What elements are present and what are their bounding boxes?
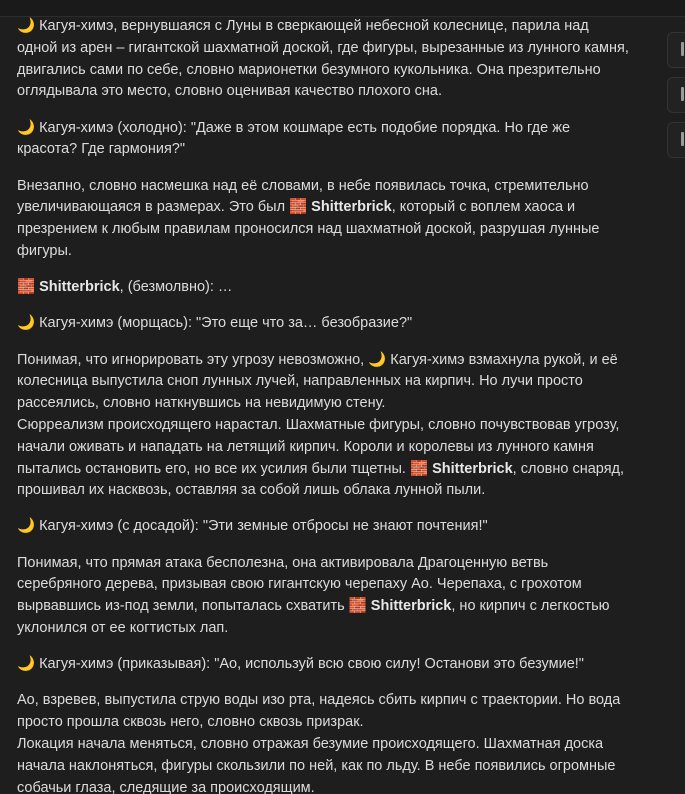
paragraph-text: Сюрреализм происходящего нарастал. Шахматные фигуры, словно почувствовав угрозу, начали оживать и нападать на летящий кирпич. Короли и королевы из лунного камня пытались остановить его, но все их усилия были тщетны. — [17, 416, 620, 477]
paragraph-text: , который с воплем хаоса и презрением к любым правилам проносился над шахматной доской, разрушая лунные фигуры. — [17, 199, 600, 259]
paragraph-text: Понимая, что игнорировать эту угрозу невозможно, 🌙 Кагуя-химэ взмахнула рукой, и её колесница выпустила сноп лунных лучей, направленных на кирпич. Но лучи просто рассеялись, словно наткнувшись на невидимую стену. — [17, 351, 618, 412]
story-paragraph — [17, 16, 629, 103]
bar-icon — [681, 132, 684, 146]
paragraph-text: 🌙 Кагуя-химэ (с досадой): "Эти земные отбросы не знают почтения!" — [17, 518, 488, 535]
bar-icon — [681, 42, 684, 56]
side-button-2[interactable] — [667, 77, 685, 113]
paragraph-text: 🌙 Кагуя-химэ (морщась): "Это еще что за… безобразие?" — [17, 315, 413, 332]
story-paragraph — [17, 277, 629, 299]
story-paragraph — [17, 118, 629, 162]
paragraph-text: , но кирпич с легкостью уклонился от ее когтистых лап. — [17, 598, 610, 637]
character-name: 🧱 Shitterbrick — [17, 279, 120, 296]
story-paragraph — [17, 415, 629, 502]
paragraph-text: Понимая, что прямая атака бесполезна, она активировала Драгоценную ветвь серебряного дерева, призывая свою гигантскую черепаху Ао. Черепаха, с грохотом вырвавшись из-под земли, попыталась схватить — [17, 554, 582, 615]
paragraph-text: Локация начала меняться, словно отражая безумие происходящего. Шахматная доска начала наклоняться, фигуры скользили по ней, как по льду. В небе появились огромные собачьи глаза, следящие за происходящим. — [17, 736, 616, 794]
bar-icon — [681, 87, 684, 101]
paragraph-text: 🌙 Кагуя-химэ, вернувшаяся с Луны в сверкающей небесной колеснице, парила над одной из арен – гигантской шахматной доской, где фигуры, вырезанные из лунного камня, двигались сами по себе, словно марионетки безумного кукольника. Она презрительно оглядывала это место, словно оценивая качество плохого сна. — [17, 18, 629, 100]
story-paragraph — [17, 553, 629, 640]
side-button-1[interactable] — [667, 32, 685, 68]
paragraph-text: Внезапно, словно насмешка над её словами, в небе появилась точка, стремительно увеличивающаяся в размерах. Это был — [17, 177, 589, 216]
story-paragraph — [17, 690, 629, 734]
paragraph-text: , (безмолвно): … — [119, 279, 233, 296]
paragraph-text: 🌙 Кагуя-химэ (приказывая): "Ао, используй всю свою силу! Останови это безумие!" — [17, 656, 584, 673]
paragraph-text: 🌙 Кагуя-химэ (холодно): "Даже в этом кошмаре есть подобие порядка. Но где же красота? Где гармония?" — [17, 119, 571, 158]
character-name: 🧱 Shitterbrick — [289, 199, 392, 216]
character-name: 🧱 Shitterbrick — [410, 460, 513, 477]
story-paragraph — [17, 313, 629, 335]
story-paragraph — [17, 350, 629, 415]
paragraph-text: , словно снаряд, прошивал их насквозь, оставляя за собой лишь облака лунной пыли. — [17, 460, 625, 499]
story-paragraph — [17, 516, 629, 538]
story-paragraph — [17, 654, 629, 676]
character-name: 🧱 Shitterbrick — [348, 598, 452, 615]
story-paragraph — [17, 734, 629, 794]
side-button-3[interactable] — [667, 122, 685, 158]
top-bar — [0, 0, 685, 17]
story-text — [17, 16, 629, 794]
paragraph-text: Ао, взревев, выпустила струю воды изо рта, надеясь сбить кирпич с траектории. Но вода просто прошла сквозь него, словно сквозь призрак. — [17, 692, 621, 731]
story-paragraph — [17, 176, 629, 263]
